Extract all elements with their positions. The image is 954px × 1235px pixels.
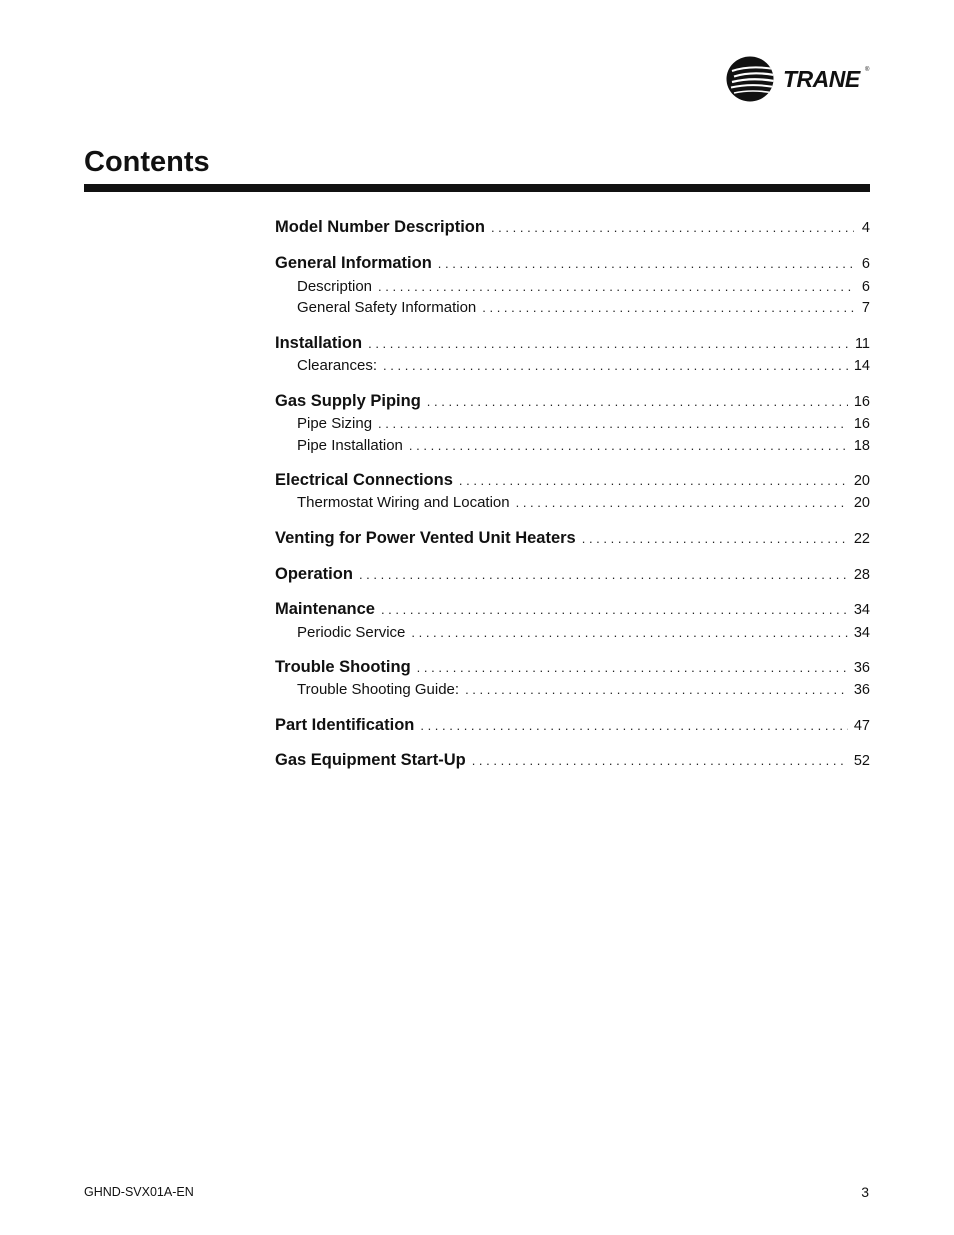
toc-entry-page: 22 [853,531,870,547]
toc-entry-page: 4 [861,220,870,236]
toc-subentry[interactable] [297,357,870,374]
toc-entry-label: Electrical Connections [275,471,453,489]
toc-leader-dots [459,473,848,488]
toc-entry-label: Model Number Description [275,218,485,236]
toc-entry-label: General Safety Information [297,299,477,316]
toc-entry-page: 14 [853,358,870,374]
toc-entry-label: Description [297,278,373,295]
toc-entry[interactable] [275,392,870,411]
toc-entry-label: Venting for Power Vented Unit Heaters [275,529,576,547]
toc-entry-label: Maintenance [275,600,375,618]
toc-entry-label: Gas Supply Piping [275,392,421,410]
toc-leader-dots [411,625,847,640]
toc-leader-dots [409,438,848,453]
page-number: 3 [861,1184,869,1200]
title-divider [84,184,870,192]
toc-entry-label: Installation [275,334,363,352]
toc-entry[interactable] [275,218,870,237]
toc-leader-dots [378,279,854,294]
toc-subentry[interactable] [297,299,870,316]
toc-leader-dots [438,256,854,271]
toc-entry-page: 6 [861,256,870,272]
toc-entry-label: Pipe Sizing [297,415,373,432]
toc-entry[interactable] [275,529,870,548]
toc-subentry[interactable] [297,278,870,295]
registered-mark: ® [865,67,870,73]
toc-leader-dots [482,300,854,315]
toc-entry[interactable] [275,716,870,735]
toc-subentry[interactable] [297,415,870,432]
toc-entry-page: 20 [853,473,870,489]
toc-leader-dots [420,718,848,733]
toc-entry[interactable] [275,471,870,490]
trane-logo-mark-icon [726,56,774,102]
toc-entry-label: Trouble Shooting Guide: [297,681,460,698]
toc-entry[interactable] [275,751,870,770]
toc-entry-label: Part Identification [275,716,415,734]
toc-entry-page: 16 [853,394,870,410]
toc-entry-page: 18 [853,438,870,454]
toc-entry-label: General Information [275,254,432,272]
toc-leader-dots [427,394,848,409]
toc-leader-dots [472,753,848,768]
toc-entry-page: 47 [853,718,870,734]
toc-entry-label: Gas Equipment Start-Up [275,751,466,769]
toc-entry-page: 6 [861,279,870,295]
toc-entry-page: 16 [853,416,870,432]
toc-entry[interactable] [275,565,870,584]
toc-entry-page: 36 [853,682,870,698]
toc-entry-page: 7 [861,300,870,316]
toc-entry-page: 20 [853,495,870,511]
toc-subentry[interactable] [297,624,870,641]
toc-subentry[interactable] [297,494,870,511]
toc-leader-dots [359,567,848,582]
trane-logo [726,56,872,104]
toc-leader-dots [491,220,854,235]
toc-leader-dots [381,602,848,617]
toc-entry-page: 11 [854,336,870,352]
toc-subentry[interactable] [297,681,870,698]
toc-leader-dots [383,358,848,373]
page-title: Contents [84,146,210,178]
toc-entry-label: Clearances: [297,357,378,374]
toc-leader-dots [378,416,848,431]
toc-entry-label: Pipe Installation [297,437,403,454]
toc-entry[interactable] [275,658,870,677]
toc-entry-label: Operation [275,565,353,583]
toc-leader-dots [516,495,848,510]
toc-leader-dots [465,682,848,697]
toc-entry-label: Trouble Shooting [275,658,411,676]
toc-leader-dots [368,336,849,351]
document-code: GHND-SVX01A-EN [84,1185,194,1199]
toc-entry-label: Periodic Service [297,624,406,641]
toc-entry-page: 52 [853,753,870,769]
toc-entry-label: Thermostat Wiring and Location [297,494,510,511]
toc-leader-dots [582,531,848,546]
toc-entry[interactable] [275,254,870,273]
toc-subentry[interactable] [297,437,870,454]
toc-entry[interactable] [275,600,870,619]
toc-entry-page: 28 [853,567,870,583]
toc-entry-page: 36 [853,660,870,676]
logo-wordmark: TRANE [783,66,860,92]
toc-entry[interactable] [275,334,870,353]
toc-entry-page: 34 [853,625,870,641]
toc-leader-dots [417,660,848,675]
toc-entry-page: 34 [853,602,870,618]
